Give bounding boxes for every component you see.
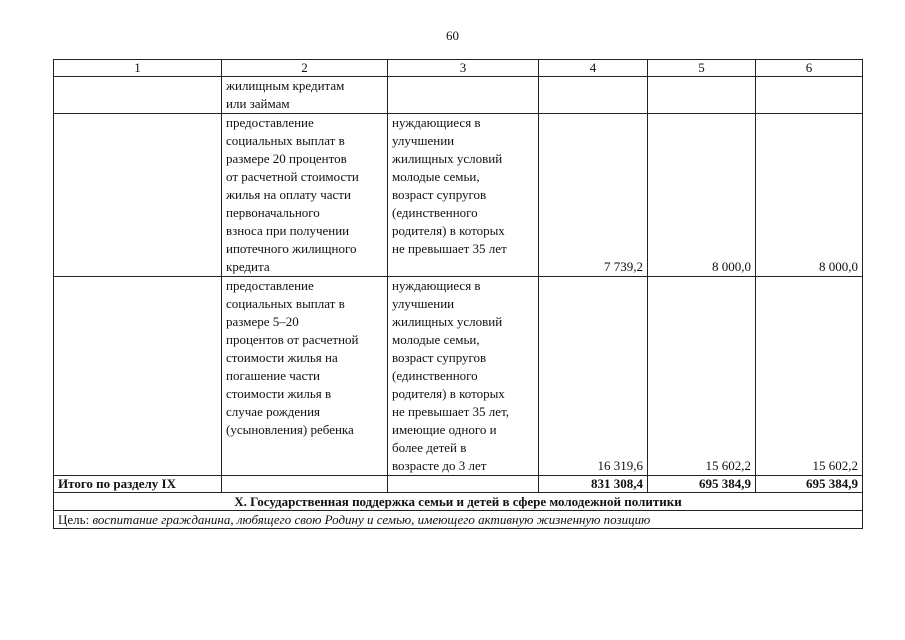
- value-cell-col6: 15 602,2: [756, 277, 863, 476]
- page-number: 60: [446, 28, 459, 43]
- recipients-cell: нуждающиеся в улучшении жилищных условий молодые семьи, возраст супругов (единственного родителя) в которых не превышает 35 лет: [388, 114, 539, 277]
- recipients-cell: [388, 77, 539, 114]
- value-cell-col4: [539, 77, 648, 114]
- row-category-cell: [54, 277, 222, 476]
- program-table: [53, 59, 863, 529]
- goal-label: Цель:: [58, 512, 90, 527]
- row-category-cell: [54, 77, 222, 114]
- table-row: [54, 77, 863, 114]
- value-cell-col4: 7 739,2: [539, 114, 648, 277]
- section-title: X. Государственная поддержка семьи и детей в сфере молодежной политики: [54, 493, 863, 511]
- total-col5: 695 384,9: [648, 476, 756, 493]
- goal-cell: [54, 511, 863, 529]
- value-cell-col5: 15 602,2: [648, 277, 756, 476]
- goal-text: воспитание гражданина, любящего свою Родину и семью, имеющего активную жизненную позицию: [92, 512, 651, 527]
- section-title-row: [54, 493, 863, 511]
- table-row: [54, 114, 863, 277]
- recipients-cell: нуждающиеся в улучшении жилищных условий молодые семьи, возраст супругов (единственного родителя) в которых не превышает 35 лет, имеющие одного и более детей в возрасте до 3 лет: [388, 277, 539, 476]
- row-category-cell: [54, 114, 222, 277]
- total-col4: 831 308,4: [539, 476, 648, 493]
- column-header-5: 5: [648, 60, 756, 77]
- column-header-4: 4: [539, 60, 648, 77]
- value-cell-col5: 8 000,0: [648, 114, 756, 277]
- measure-cell: предоставление социальных выплат в размере 20 процентов от расчетной стоимости жилья на оплату части первоначального взноса при получении ипотечного жилищного кредита: [222, 114, 388, 277]
- measure-cell: жилищным кредитам или займам: [222, 77, 388, 114]
- table-row: [54, 277, 863, 476]
- value-cell-col6: 8 000,0: [756, 114, 863, 277]
- column-header-6: 6: [756, 60, 863, 77]
- value-cell-col5: [648, 77, 756, 114]
- value-cell-col6: [756, 77, 863, 114]
- measure-cell: предоставление социальных выплат в размере 5–20 процентов от расчетной стоимости жилья на погашение части стоимости жилья в случае рождения (усыновления) ребенка: [222, 277, 388, 476]
- total-row: [54, 476, 863, 493]
- column-header-1: 1: [54, 60, 222, 77]
- column-header-row: [54, 60, 863, 77]
- value-cell-col4: 16 319,6: [539, 277, 648, 476]
- total-empty-cell: [388, 476, 539, 493]
- total-label: Итого по разделу IX: [54, 476, 222, 493]
- column-header-3: 3: [388, 60, 539, 77]
- goal-row: [54, 511, 863, 529]
- total-col6: 695 384,9: [756, 476, 863, 493]
- column-header-2: 2: [222, 60, 388, 77]
- total-empty-cell: [222, 476, 388, 493]
